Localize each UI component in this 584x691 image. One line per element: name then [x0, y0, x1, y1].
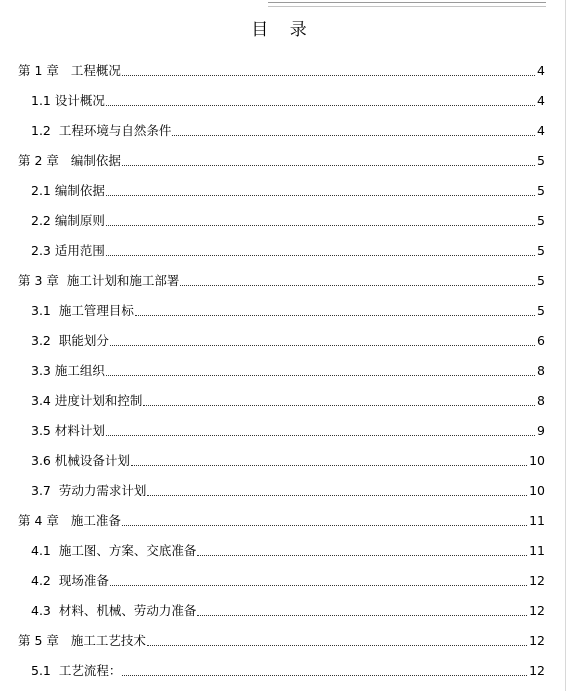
toc-page-number: 6 [537, 333, 545, 348]
toc-section-entry[interactable] [31, 212, 545, 230]
toc-section-entry[interactable] [31, 362, 545, 380]
toc-dot-leader [110, 345, 535, 346]
toc-entry-title: 1.2 工程环境与自然条件 [31, 123, 172, 138]
toc-page-number: 12 [529, 663, 545, 678]
toc-dot-leader [135, 315, 535, 316]
toc-entry-title: 3.3 施工组织 [31, 363, 105, 378]
toc-entry-title: 第 1 章 工程概况 [18, 63, 121, 78]
toc-dot-leader [147, 495, 527, 496]
toc-section-entry[interactable] [31, 482, 545, 500]
toc-entry-title: 3.4 进度计划和控制 [31, 393, 143, 408]
toc-dot-leader [131, 465, 527, 466]
toc-entry-title: 4.2 现场准备 [31, 573, 109, 588]
toc-entry-title: 3.5 材料计划 [31, 423, 105, 438]
toc-dot-leader [106, 105, 535, 106]
toc-page-number: 4 [537, 93, 545, 108]
toc-dot-leader [180, 285, 535, 286]
toc-dot-leader [147, 645, 527, 646]
toc-chapter-entry[interactable] [18, 512, 545, 530]
toc-dot-leader [122, 75, 535, 76]
toc-page-number: 11 [529, 513, 545, 528]
toc-page-number: 12 [529, 633, 545, 648]
toc-page-number: 10 [529, 453, 545, 468]
toc-entry-title: 5.1 工艺流程： [31, 663, 122, 678]
toc-section-entry[interactable] [31, 572, 545, 590]
toc-entry-title: 2.3 适用范围 [31, 243, 105, 258]
toc-dot-leader [197, 615, 527, 616]
toc-dot-leader [110, 585, 527, 586]
toc-page-number: 12 [529, 573, 545, 588]
toc-entry-title: 第 5 章 施工工艺技术 [18, 633, 146, 648]
toc-entry-title: 3.6 机械设备计划 [31, 453, 130, 468]
toc-dot-leader [106, 195, 535, 196]
toc-dot-leader [122, 165, 535, 166]
toc-page-number: 5 [537, 243, 545, 258]
header-rule-secondary [268, 6, 546, 7]
toc-page-number: 8 [537, 393, 545, 408]
toc-page-number: 10 [529, 483, 545, 498]
toc-entry-title: 3.7 劳动力需求计划 [31, 483, 147, 498]
toc-dot-leader [122, 675, 527, 676]
toc-page-number: 11 [529, 543, 545, 558]
toc-title: 目 录 [251, 20, 315, 40]
toc-section-entry[interactable] [31, 542, 545, 560]
toc-page-number: 5 [537, 153, 545, 168]
toc-section-entry[interactable] [31, 392, 545, 410]
toc-page-number: 9 [537, 423, 545, 438]
toc-chapter-entry[interactable] [18, 62, 545, 80]
toc-dot-leader [172, 135, 535, 136]
toc-section-entry[interactable] [31, 182, 545, 200]
toc-entry-title: 第 2 章 编制依据 [18, 153, 121, 168]
toc-page-number: 4 [537, 123, 545, 138]
toc-entry-title: 4.3 材料、机械、劳动力准备 [31, 603, 197, 618]
toc-section-entry[interactable] [31, 662, 545, 680]
page-edge [565, 0, 566, 691]
toc-entry-title: 4.1 施工图、方案、交底准备 [31, 543, 197, 558]
toc-page-number: 12 [529, 603, 545, 618]
toc-chapter-entry[interactable] [18, 632, 545, 650]
toc-entry-title: 2.2 编制原则 [31, 213, 105, 228]
toc-entry-title: 第 4 章 施工准备 [18, 513, 121, 528]
toc-section-entry[interactable] [31, 242, 545, 260]
toc-section-entry[interactable] [31, 302, 545, 320]
toc-page-number: 8 [537, 363, 545, 378]
toc-entry-title: 3.1 施工管理目标 [31, 303, 134, 318]
toc-section-entry[interactable] [31, 122, 545, 140]
toc-dot-leader [106, 255, 535, 256]
toc-page-number: 5 [537, 213, 545, 228]
toc-page-number: 5 [537, 273, 545, 288]
toc-section-entry[interactable] [31, 422, 545, 440]
toc-dot-leader [106, 225, 535, 226]
toc-section-entry[interactable] [31, 332, 545, 350]
toc-page-number: 4 [537, 63, 545, 78]
toc-chapter-entry[interactable] [18, 272, 545, 290]
toc-page-number: 5 [537, 303, 545, 318]
toc-section-entry[interactable] [31, 452, 545, 470]
toc-entry-title: 3.2 职能划分 [31, 333, 109, 348]
toc-dot-leader [197, 555, 527, 556]
toc-entry-title: 1.1 设计概况 [31, 93, 105, 108]
toc-dot-leader [122, 525, 527, 526]
toc-entry-title: 第 3 章 施工计划和施工部署 [18, 273, 180, 288]
toc-entry-title: 2.1 编制依据 [31, 183, 105, 198]
toc-chapter-entry[interactable] [18, 152, 545, 170]
header-rule [268, 2, 546, 3]
toc-dot-leader [106, 375, 535, 376]
toc-dot-leader [143, 405, 535, 406]
toc-section-entry[interactable] [31, 92, 545, 110]
toc-dot-leader [106, 435, 535, 436]
toc-page-number: 5 [537, 183, 545, 198]
toc-section-entry[interactable] [31, 602, 545, 620]
